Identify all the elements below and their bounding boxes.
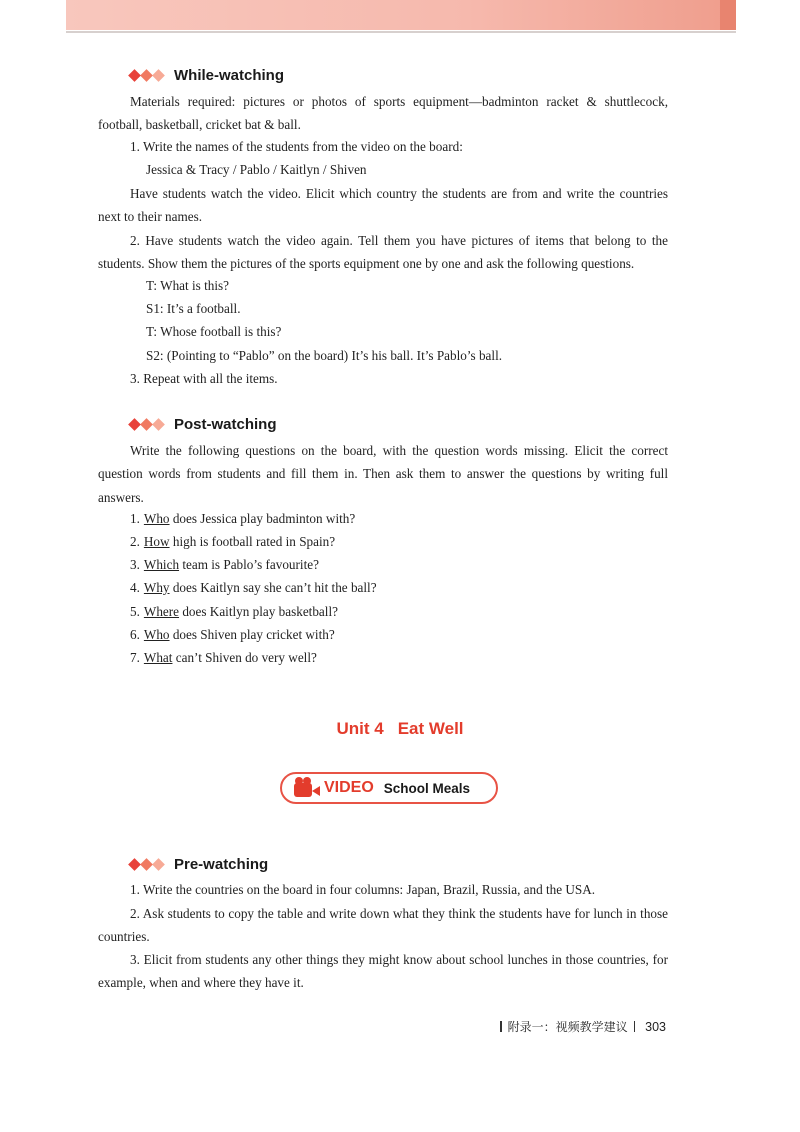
question-word: What [143, 650, 173, 665]
question-number: 4. [130, 580, 140, 595]
materials-text: Materials required: pictures or photos of sports equipment—badminton racket & shuttlecock, football, basketball, cricket bat & ball. [98, 94, 668, 133]
question-word: Which [143, 557, 180, 572]
step-1: 1. Write the names of the students from the video on the board: [130, 139, 463, 154]
question-item [130, 555, 319, 575]
page-footer [494, 1018, 666, 1035]
dialogue-line: T: What is this? [146, 278, 229, 293]
page-number: 303 [645, 1020, 666, 1034]
heading-text: Pre-watching [174, 856, 269, 873]
video-title: School Meals [383, 780, 471, 796]
question-word: Where [143, 604, 180, 619]
question-rest: does Shiven play cricket with? [169, 627, 335, 642]
intro-text: Write the following questions on the board, with the question words missing. Elicit the correct question words from students and fill them in. Then ask them to answer the questions by writing full answers. [98, 443, 668, 505]
question-rest: does Kaitlyn say she can’t hit the ball? [169, 580, 377, 595]
watch-paragraph [98, 182, 668, 229]
question-item [130, 625, 335, 645]
pre-step-2-paragraph [98, 902, 668, 949]
diamond-bullet-icon [130, 71, 166, 80]
top-rule [66, 31, 736, 33]
heading-text: While-watching [174, 67, 284, 84]
question-number: 2. [130, 534, 140, 549]
top-band-edge [720, 0, 736, 30]
question-number: 7. [130, 650, 140, 665]
unit-title [0, 719, 800, 739]
question-word: Why [143, 580, 170, 595]
question-rest: team is Pablo’s favourite? [179, 557, 319, 572]
pre-step-3-text: 3. Elicit from students any other things they might know about school lunches in those countries, for example, when and where they have it. [98, 952, 668, 991]
question-word: How [143, 534, 170, 549]
footer-section: 附录一：视频教学建议 [507, 1020, 628, 1034]
video-label: VIDEO [324, 779, 374, 796]
section-heading-post-watching [130, 416, 277, 433]
step-2-paragraph [98, 229, 668, 276]
pre-step-3-paragraph [98, 948, 668, 995]
question-word: Who [143, 627, 170, 642]
heading-text: Post-watching [174, 416, 277, 433]
pre-step-1: 1. Write the countries on the board in four columns: Japan, Brazil, Russia, and the USA. [130, 882, 596, 897]
question-number: 3. [130, 557, 140, 572]
unit-number: Unit 4 [336, 719, 384, 738]
step-3: 3. Repeat with all the items. [130, 371, 278, 386]
question-word: Who [143, 511, 170, 526]
question-rest: does Jessica play badminton with? [169, 511, 356, 526]
student-names: Jessica & Tracy / Pablo / Kaitlyn / Shiven [146, 162, 367, 177]
question-rest: high is football rated in Spain? [169, 534, 336, 549]
question-item [130, 602, 338, 622]
question-item [130, 509, 355, 529]
watch-text: Have students watch the video. Elicit which country the students are from and write the countries next to their names. [98, 186, 668, 225]
materials-paragraph [98, 90, 668, 137]
pre-step-2-text: 2. Ask students to copy the table and write down what they think the students have for lunch in those countries. [98, 906, 668, 945]
video-camera-icon [294, 777, 320, 799]
question-number: 5. [130, 604, 140, 619]
unit-name: Eat Well [397, 719, 464, 738]
question-rest: does Kaitlyn play basketball? [179, 604, 338, 619]
dialogue-line: S2: (Pointing to “Pablo” on the board) It’s his ball. It’s Pablo’s ball. [146, 348, 503, 363]
video-banner [280, 772, 498, 804]
top-color-band [66, 0, 736, 30]
question-rest: can’t Shiven do very well? [172, 650, 317, 665]
step-2-text: 2. Have students watch the video again. Tell them you have pictures of items that belong to the students. Show them the pictures of the sports equipment one by one and ask the following questions. [98, 233, 668, 272]
question-number: 1. [130, 511, 140, 526]
section-heading-while-watching [130, 67, 284, 84]
question-item [130, 532, 335, 552]
dialogue-line: T: Whose football is this? [146, 324, 282, 339]
question-item [130, 578, 377, 598]
post-watching-intro [98, 439, 668, 509]
question-number: 6. [130, 627, 140, 642]
dialogue-line: S1: It’s a football. [146, 301, 241, 316]
diamond-bullet-icon [130, 860, 166, 869]
section-heading-pre-watching [130, 856, 268, 873]
question-item [130, 648, 317, 668]
diamond-bullet-icon [130, 420, 166, 429]
